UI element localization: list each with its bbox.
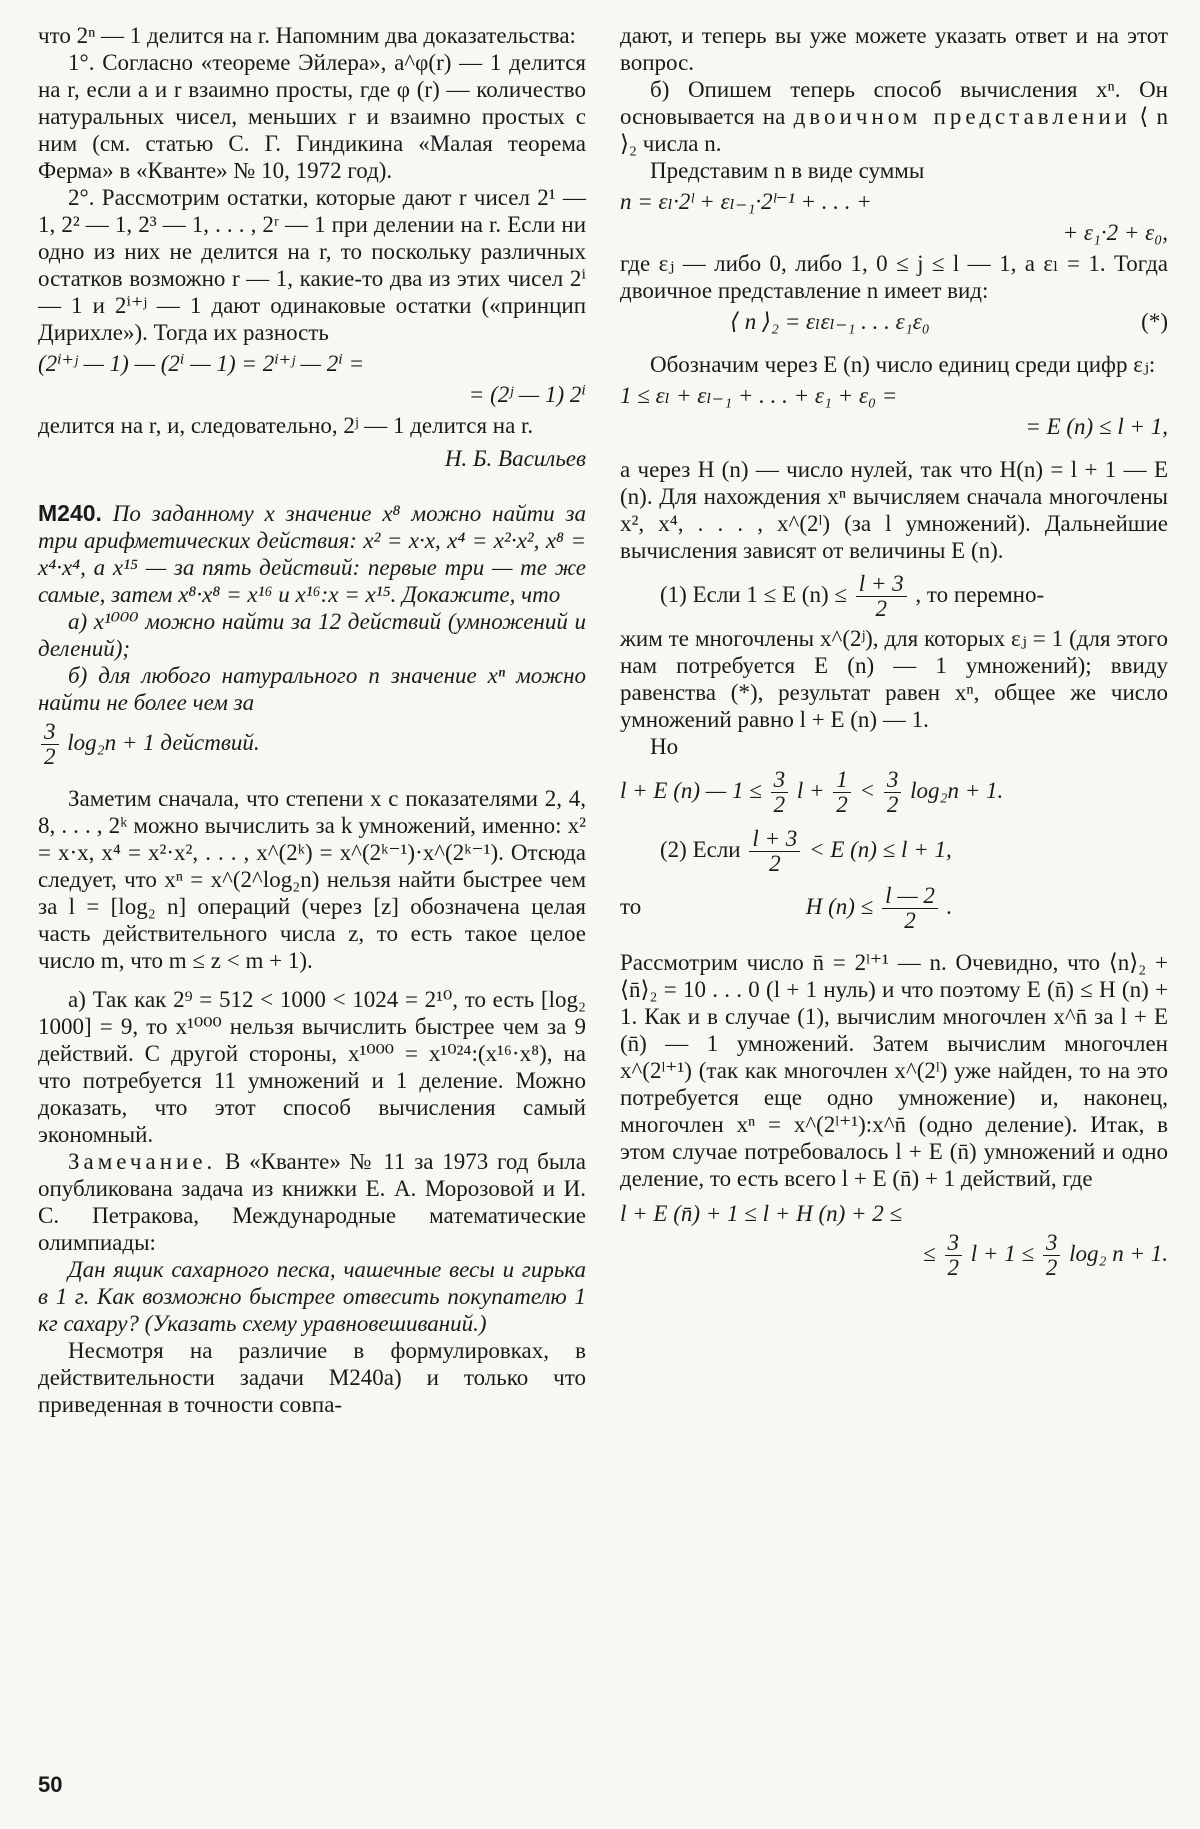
spacer — [38, 974, 586, 986]
paragraph: Обозначим через E (n) число единиц среди цифр εⱼ: — [650, 352, 1156, 377]
paragraph: Заметим сначала, что степени x с показателями 2, 4, 8, . . . , 2ᵏ можно вычислить за k умножений, именно: x² = x·x, x⁴ = x²·x², . . . , x^(2ᵏ) = x^(2ᵏ⁻¹)·x^(2ᵏ⁻¹). Отсюда следует, что xⁿ = x^(2^log₂n) нельзя найти быстрее чем за l = [log₂ n] операций (через [z] обозначена целая часть действительного числа z, то есть такое целое число m, что m ≤ z < m + 1). — [38, 786, 586, 973]
case-2: (2) Если $\frac{l + 3}{2}$ < E (n) ≤ l + 1, — [660, 826, 952, 876]
author-signature: Н. Б. Васильев — [444, 446, 586, 471]
fraction: $\frac{l + 3}{2}$ — [749, 827, 800, 876]
paragraph: Но — [650, 734, 679, 759]
spacer — [620, 444, 1168, 456]
fraction: $\frac{3}{2}$ — [41, 720, 59, 769]
paragraph: делится на r, и, следовательно, 2ʲ — 1 делится на r. — [38, 413, 534, 438]
remark-label: Замечание. — [68, 1149, 217, 1174]
paragraph: а через H (n) — число нулей, так что H(n) = l + 1 — E (n). Для нахождения xⁿ вычисляем сначала многочлены x², x⁴, . . . , x^(2ˡ) (за l умножений). Дальнейшие вычисления зависят от величины E (n). — [620, 457, 1168, 563]
paragraph: жим те многочлены x^(2ʲ), для которых εⱼ = 1 (для этого нам потребуется E (n) — 1 умножений); ввиду равенства (*), результат равен xⁿ, общее же число умножений равно l + E (n) — 1. — [620, 626, 1168, 732]
equation: n = εₗ·2ˡ + εₗ₋₁·2ˡ⁻¹ + . . . + — [620, 189, 872, 214]
fraction: $\frac{3}{2}$ — [945, 1231, 963, 1280]
left-column — [38, 22, 586, 1418]
problem-part-b: б) для любого натурального n значение xⁿ можно найти не более чем за — [38, 663, 586, 715]
paragraph: Представим n в виде суммы — [650, 158, 925, 183]
paragraph: Несмотря на различие в формулировках, в действительности задачи М240а) и только что приведенная в точности совпа- — [38, 1338, 586, 1417]
spacer — [620, 937, 1168, 949]
final-inequality: ≤ $\frac{3}{2}$ l + 1 ≤ $\frac{3}{2}$ log₂ n + 1. — [923, 1230, 1168, 1280]
inequality: l + E (n) — 1 ≤ $\frac{3}{2}$ l + $\frac{1}{2}$ < $\frac{3}{2}$ log₂n + 1. — [620, 767, 1004, 817]
problem-text: По заданному x значение x⁸ можно найти за три арифметических действия: x² = x·x, x⁴ = x²·x², x⁸ = x⁴·x⁴, а x¹⁵ — за пять действий: первые три — те же самые, затем x⁸·x⁸ = x¹⁶ и x¹⁶:x = x¹⁵. Докажите, что — [38, 501, 587, 607]
paragraph: а) Так как 2⁹ = 512 < 1000 < 1024 = 2¹⁰, то есть [log₂ 1000] = 9, то x¹⁰⁰⁰ нельзя вычислить быстрее чем за 9 действий. С другой стороны, x¹⁰⁰⁰ = x¹⁰²⁴:(x¹⁶·x⁸), на что потребуется 11 умножений и 1 деление. Можно доказать, что этот способ вычисления самый экономный. — [38, 987, 586, 1147]
spacer — [38, 472, 586, 500]
quoted-problem: Дан ящик сахарного песка, чашечные весы и гирька в 1 г. Как возможно быстрее отвесить покупателю 1 кг сахару? (Указать схему уравновешиваний.) — [38, 1257, 586, 1336]
page-number: 50 — [38, 1772, 63, 1797]
problem-statement — [38, 500, 586, 608]
fraction: $\frac{3}{2}$ — [771, 768, 789, 817]
paragraph: 2°. Рассмотрим остатки, которые дают r чисел 2¹ — 1, 2² — 1, 2³ — 1, . . . , 2ʳ — 1 при делении на r. Если ни одно из них не делится на r, то поскольку различных остатков возможно r — 1, какие-то два из этих чисел 2ⁱ — 1 и 2ⁱ⁺ʲ — 1 дают одинаковые остатки («принцип Дирихле»). Тогда их разность — [38, 185, 586, 345]
paragraph: дают, и теперь вы уже можете указать ответ и на этот вопрос. — [620, 23, 1168, 75]
fraction: $\frac{1}{2}$ — [833, 768, 851, 817]
problem-part-a: а) x¹⁰⁰⁰ можно найти за 12 действий (умножений и делений); — [38, 609, 586, 661]
paragraph: что 2ⁿ — 1 делится на r. Напомним два доказательства: — [38, 23, 576, 48]
right-column — [620, 22, 1168, 1284]
equation: + ε₁·2 + ε₀, — [1062, 220, 1168, 245]
equation: = E (n) ≤ l + 1, — [1025, 414, 1168, 439]
paragraph: Рассмотрим число n̄ = 2ˡ⁺¹ — n. Очевидно, что ⟨n⟩₂ + ⟨n̄⟩₂ = 10 . . . 0 (l + 1 нуль) и что поэтому E (n̄) ≤ H (n) + 1. Как и в случае (1), вычислим многочлен x^n̄ за l + E (n̄) — 1 умножений. Затем вычислим многочлен x^(2ˡ⁺¹) (так как многочлен x^(2ˡ) уже найден, то на это потребуется еще одно умножение) и, наконец, многочлен xⁿ = x^(2ˡ⁺¹):x^n̄ (одно деление). Итак, в этом случае потребовалось l + E (n̄) умножений и одно деление, то есть всего l + E (n̄) + 1 действий, где — [620, 950, 1168, 1191]
paragraph: б) Опишем теперь способ вычисления xⁿ. Он основывается на двоичном представлении ⟨ n ⟩₂ числа n. — [620, 77, 1169, 156]
fraction: $\frac{3}{2}$ — [1043, 1231, 1061, 1280]
case-1: (1) Если 1 ≤ E (n) ≤ $\frac{l + 3}{2}$ , то перемно- — [660, 571, 1045, 621]
fraction: $\frac{l + 3}{2}$ — [856, 572, 907, 621]
remark-paragraph: Замечание. В «Кванте» № 11 за 1973 год была опубликована задача из книжки Е. А. Морозовой и И. С. Петракова, Международные математические олимпиады: — [38, 1149, 586, 1255]
spacer — [38, 773, 586, 785]
equation: l + E (n̄) + 1 ≤ l + H (n) + 2 ≤ — [620, 1201, 903, 1226]
equation: 1 ≤ εₗ + εₗ₋₁ + . . . + ε₁ + ε₀ = — [620, 383, 898, 408]
equation: (2ⁱ⁺ʲ — 1) — (2ⁱ — 1) = 2ⁱ⁺ʲ — 2ⁱ = — [38, 351, 365, 376]
problem-label: М240. — [38, 500, 102, 526]
paragraph: 1°. Согласно «теореме Эйлера», a^φ(r) — 1 делится на r, если a и r взаимно просты, где φ (r) — количество натуральных чисел, меньших r и взаимно простых с ним (см. статью С. Г. Гиндикина «Малая теорема Ферма» в «Кванте» № 10, 1972 год). — [38, 50, 586, 183]
problem-bound: $\frac{3}{2}$ log₂n + 1 действий. — [38, 720, 586, 769]
paragraph: где εⱼ — либо 0, либо 1, 0 ≤ j ≤ l — 1, а εₗ = 1. Тогда двоичное представление n имеет вид: — [620, 251, 1168, 303]
spacer — [620, 339, 1168, 351]
fraction: $\frac{3}{2}$ — [884, 768, 902, 817]
case-2-consequence: то H (n) ≤ $\frac{l — 2}{2}$ . — [620, 883, 953, 933]
fraction: $\frac{l — 2}{2}$ — [882, 884, 938, 933]
equation-binary: ⟨ n ⟩₂ = εₗεₗ₋₁ . . . ε₁ε₀ (*) — [730, 309, 1168, 334]
equation: = (2ʲ — 1) 2ⁱ — [468, 382, 586, 407]
